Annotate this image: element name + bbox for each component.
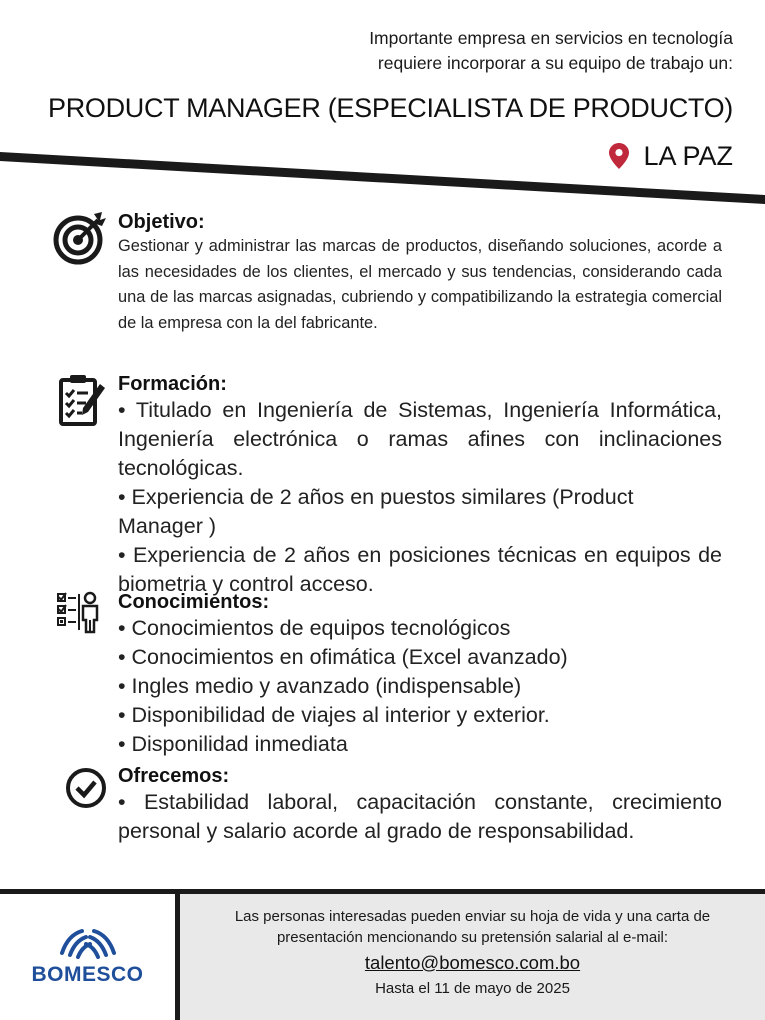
list-item: • Conocimientos en ofimática (Excel avanzado) [118,645,568,669]
list-item: • Ingles medio y avanzado (indispensable) [118,674,522,698]
list-item: • Titulado en Ingeniería de Sistemas, Ingeniería Informática, Ingeniería electrónica o ramas afines con inclinaciones tecnológicas. [118,398,722,480]
list-item: • Estabilidad laboral, capacitación constante, crecimiento personal y salario acorde al grado de responsabilidad. [118,790,722,843]
objective-text: Gestionar y administrar las marcas de productos, diseñando soluciones, acorde a las necesidades de los clientes, el mercado y sus tendencias, considerando cada una de las marcas asignadas, cubriendo y compatibilizando la estrategia comercial de la empresa con la del fabricante. [118,237,722,332]
intro-line-1: Importante empresa en servicios en tecnología [369,28,733,48]
list-item: • Conocimientos de equipos tecnológicos [118,616,511,640]
company-logo [0,894,180,1020]
list-item: • Experiencia de 2 años en posiciones técnicas en equipos de biometria y control acceso. [118,543,722,596]
intro-text [213,26,733,76]
person-checklist-icon [52,590,108,646]
clipboard-checklist-icon [52,372,108,428]
objective-title: Objetivo: [118,211,205,233]
knowledge-title: Conocimientos: [118,591,270,613]
signal-waves-icon [58,927,118,961]
intro-line-2: requiere incorporar a su equipo de trabajo un: [377,53,733,73]
offer-title: Ofrecemos: [118,765,230,787]
education-title: Formación: [118,373,227,395]
location-label: LA PAZ [643,140,733,171]
target-icon [52,210,108,266]
contact-email-link[interactable]: talento@bomesco.com.bo [364,952,581,973]
list-item: • Disponibilidad de viajes al interior y exterior. [118,703,550,727]
job-title: PRODUCT MANAGER (ESPECIALISTA DE PRODUCTO) [47,93,733,123]
application-instructions: Las personas interesadas pueden enviar su hoja de vida y una carta de presentación mencionando su pretensión salarial al e-mail: [234,908,711,946]
list-item: • Experiencia de 2 años en puestos similares (Product Manager ) [118,485,634,538]
check-circle-icon [52,764,108,820]
list-item: • Disponilidad inmediata [118,732,348,756]
application-info [180,894,765,1020]
company-name: BOMESCO [31,963,144,986]
footer [0,889,765,1020]
map-pin-icon [609,143,629,169]
application-deadline: Hasta el 11 de mayo de 2025 [375,980,570,997]
location [609,139,733,173]
